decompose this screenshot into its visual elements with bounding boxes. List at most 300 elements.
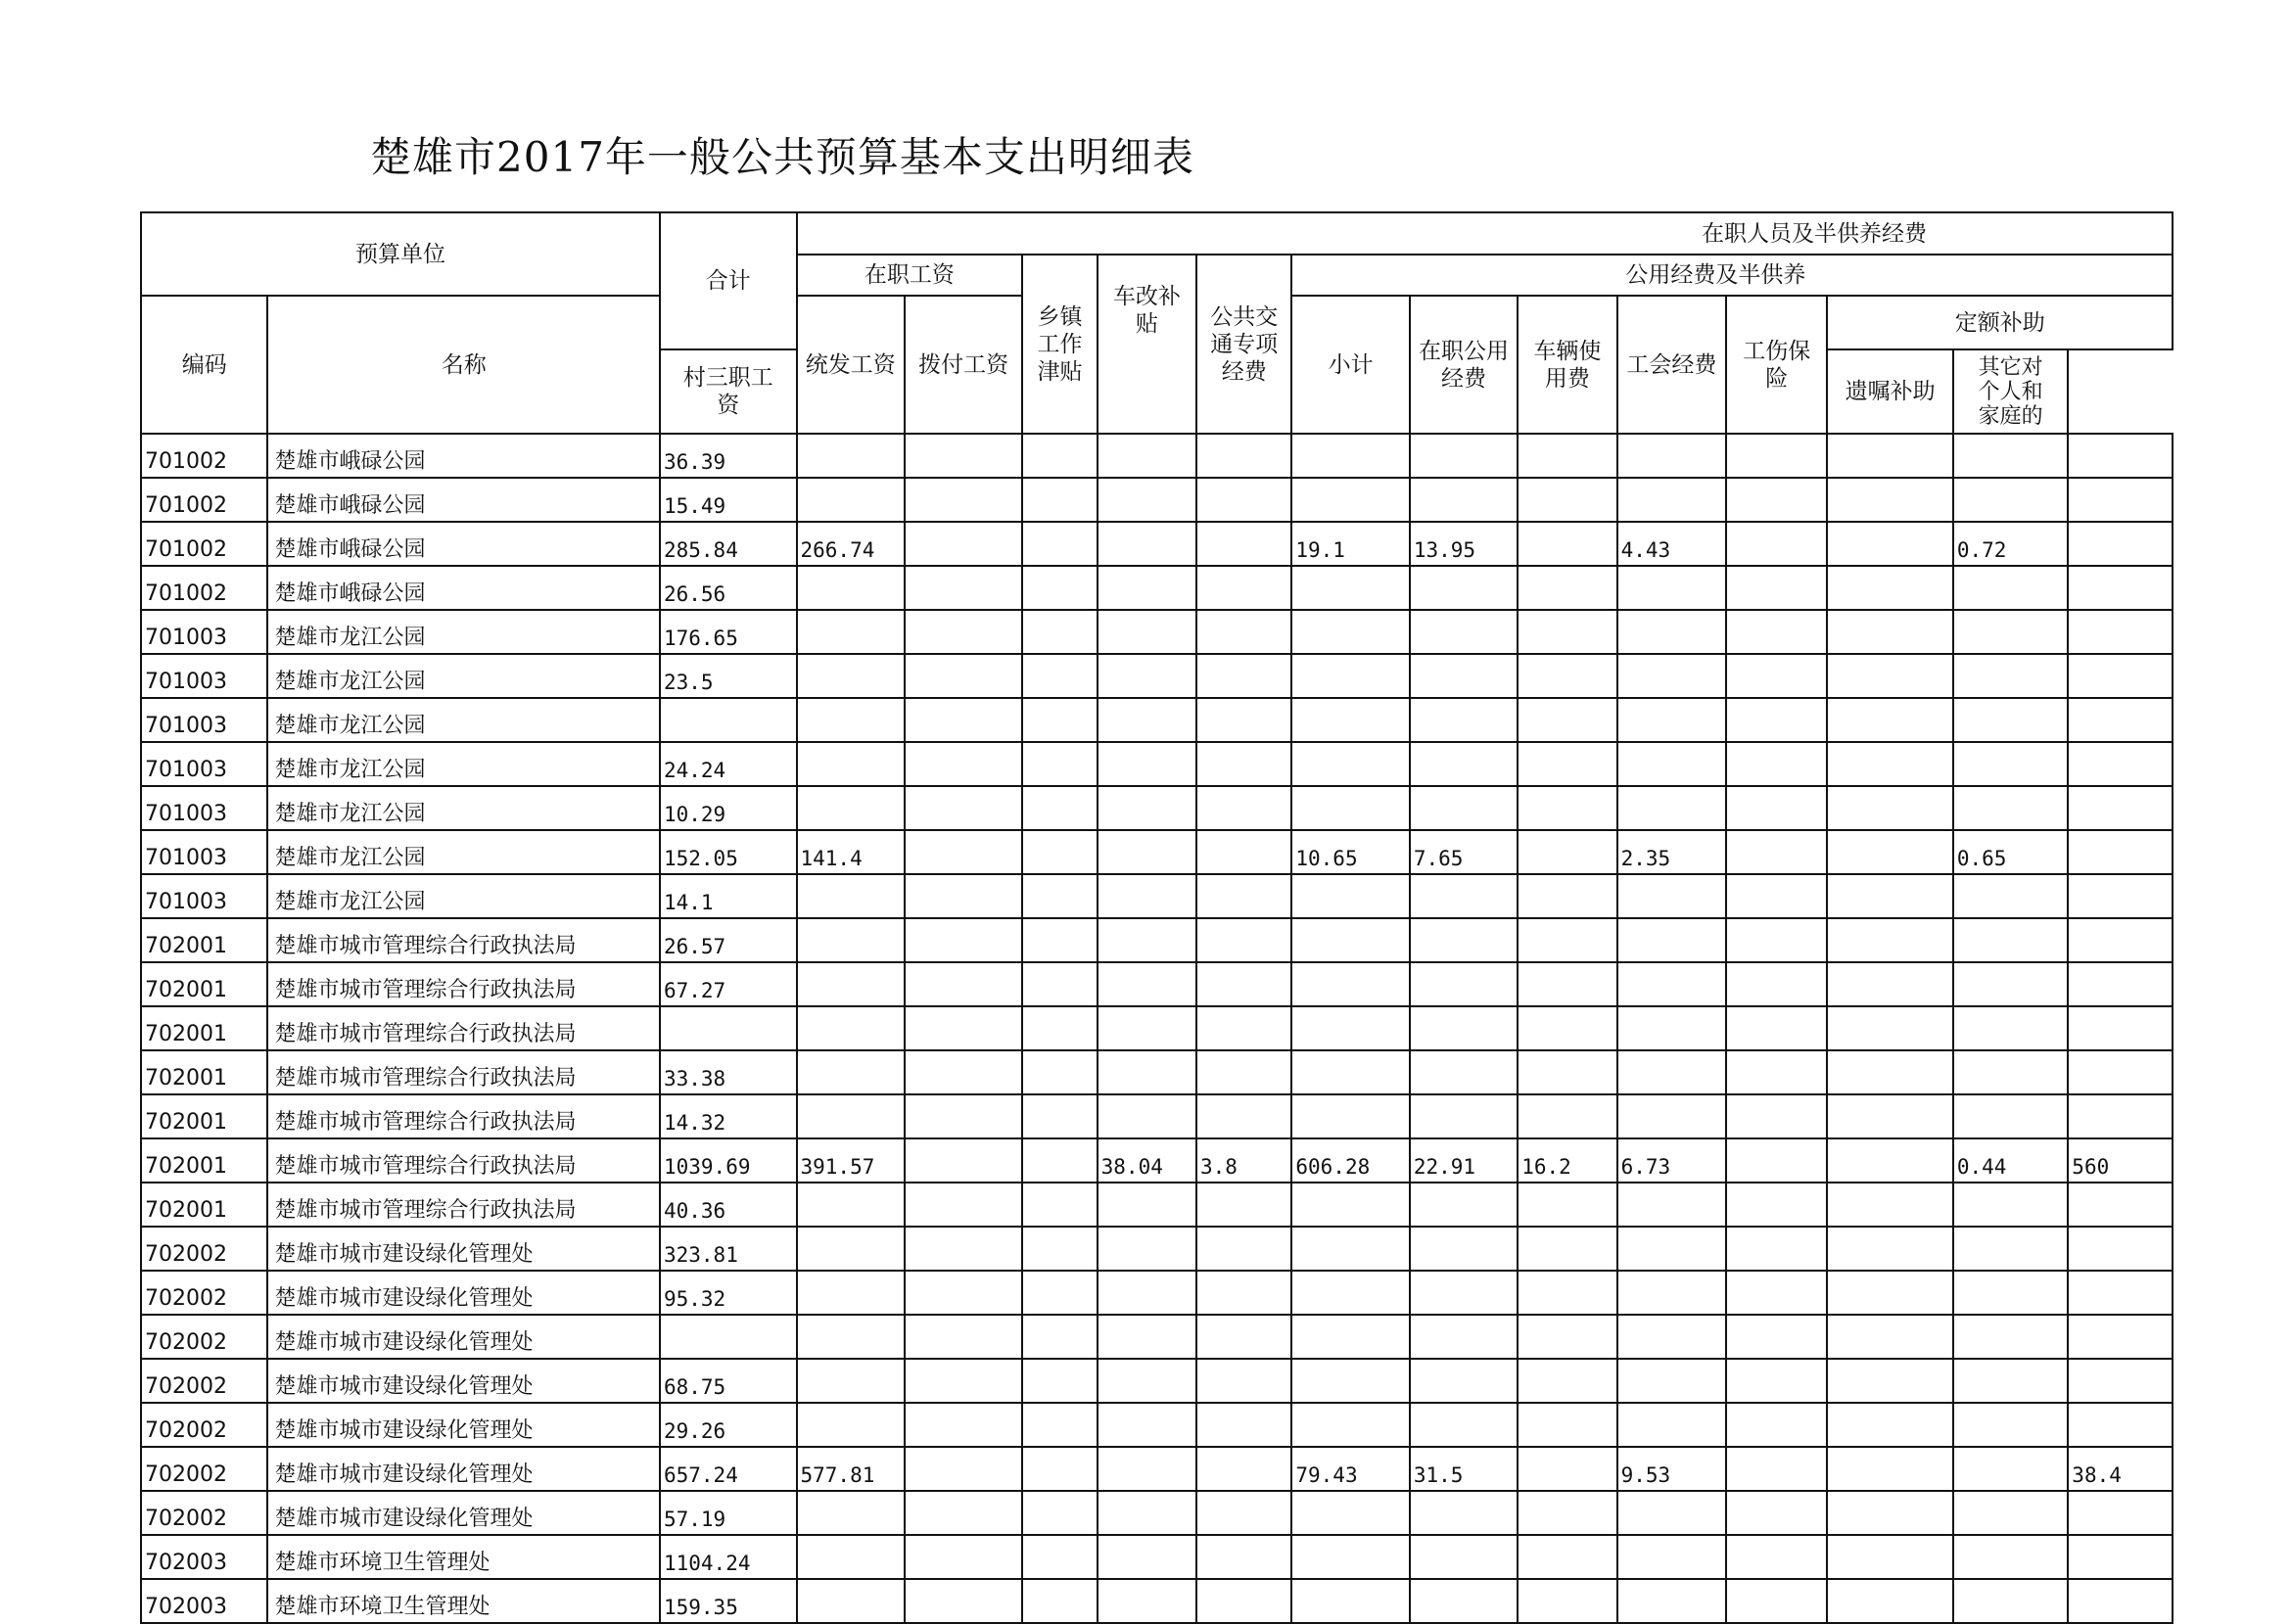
cell-code: 701002 (141, 434, 267, 478)
cell-value (2068, 874, 2173, 918)
cell-value (1518, 566, 1616, 610)
cell-value (1827, 566, 1952, 610)
cell-value (660, 698, 797, 742)
cell-value (797, 698, 905, 742)
table-row (141, 1579, 2173, 1623)
cell-value (1953, 1491, 2068, 1535)
cell-value (1953, 1183, 2068, 1227)
cell-value (1953, 434, 2068, 478)
page-title: 楚雄市2017年一般公共预算基本支出明细表 (370, 133, 1194, 181)
cell-value (2068, 654, 2173, 698)
cell-value: 13.95 (1410, 522, 1518, 566)
cell-value (905, 610, 1022, 654)
cell-value (797, 1359, 905, 1403)
cell-value (1022, 1579, 1097, 1623)
cell-value (1410, 1006, 1518, 1050)
cell-value (1726, 1491, 1827, 1535)
table-row (141, 874, 2173, 918)
cell-value (1726, 830, 1827, 874)
cell-value (905, 742, 1022, 786)
cell-value (1953, 742, 2068, 786)
cell-value (1518, 1579, 1616, 1623)
cell-value (1518, 1535, 1616, 1579)
cell-value: 176.65 (660, 610, 797, 654)
cell-value (1518, 1447, 1616, 1491)
cell-value (1291, 1491, 1409, 1535)
cell-value (1291, 1227, 1409, 1271)
cell-value (1291, 1579, 1409, 1623)
cell-value (1827, 698, 1952, 742)
table-row (141, 1315, 2173, 1359)
cell-name: 楚雄市龙江公园 (267, 830, 660, 874)
cell-value (797, 1094, 905, 1138)
cell-value (905, 1094, 1022, 1138)
cell-value: 657.24 (660, 1447, 797, 1491)
cell-value (1291, 1403, 1409, 1447)
cell-value (1196, 1403, 1291, 1447)
cell-value: 19.1 (1291, 522, 1409, 566)
cell-value (797, 962, 905, 1006)
cell-value (797, 1271, 905, 1315)
cell-value (1617, 1359, 1726, 1403)
cell-value (1726, 1138, 1827, 1183)
cell-value (1726, 434, 1827, 478)
cell-value (1410, 610, 1518, 654)
header-staff-and-semi-support: 在职人员及半供养经费 (797, 212, 2173, 255)
cell-value (1196, 654, 1291, 698)
cell-value (1410, 1535, 1518, 1579)
header-allocated-salary: 拨付工资 (905, 296, 1022, 434)
header-vehicle-expense: 车辆使用费 (1518, 296, 1616, 434)
cell-code: 702001 (141, 1183, 267, 1227)
cell-value (1098, 1050, 1196, 1094)
cell-value (1022, 434, 1097, 478)
header-village-cadre-salary: 村三职工资 (660, 349, 797, 434)
cell-value (797, 1403, 905, 1447)
table-row (141, 1183, 2173, 1227)
cell-value (1953, 698, 2068, 742)
cell-value (1022, 654, 1097, 698)
cell-value (1726, 698, 1827, 742)
table-row (141, 698, 2173, 742)
cell-value (1827, 1006, 1952, 1050)
cell-value (1827, 962, 1952, 1006)
cell-code: 701003 (141, 742, 267, 786)
cell-value (1098, 654, 1196, 698)
cell-name: 楚雄市龙江公园 (267, 874, 660, 918)
cell-code: 702001 (141, 918, 267, 962)
cell-value (1827, 1094, 1952, 1138)
cell-name: 楚雄市城市建设绿化管理处 (267, 1491, 660, 1535)
cell-value: 0.72 (1953, 522, 2068, 566)
cell-value (1617, 918, 1726, 962)
cell-value (1518, 1094, 1616, 1138)
cell-value (1196, 918, 1291, 962)
cell-value (905, 1315, 1022, 1359)
cell-value (905, 1006, 1022, 1050)
header-public-expense-semi: 公用经费及半供养 (1291, 255, 2173, 296)
cell-value (1827, 830, 1952, 874)
cell-value (1022, 830, 1097, 874)
cell-value (797, 1491, 905, 1535)
cell-value (797, 1535, 905, 1579)
cell-value (1953, 1006, 2068, 1050)
header-quota-subsidy: 定额补助 (1827, 296, 2173, 349)
cell-value: 0.65 (1953, 830, 2068, 874)
cell-value (905, 434, 1022, 478)
cell-name: 楚雄市龙江公园 (267, 698, 660, 742)
header-name: 名称 (267, 296, 660, 434)
cell-name: 楚雄市城市管理综合行政执法局 (267, 1050, 660, 1094)
cell-value (660, 1006, 797, 1050)
cell-value (1953, 962, 2068, 1006)
cell-value (1518, 698, 1616, 742)
cell-value (905, 1183, 1022, 1227)
cell-value (1291, 566, 1409, 610)
cell-value (1291, 654, 1409, 698)
cell-code: 702002 (141, 1403, 267, 1447)
cell-value (1953, 1403, 2068, 1447)
cell-value (1518, 522, 1616, 566)
cell-value (905, 918, 1022, 962)
cell-value (1827, 1271, 1952, 1315)
cell-value (1098, 962, 1196, 1006)
cell-name: 楚雄市环境卫生管理处 (267, 1535, 660, 1579)
cell-value (1022, 786, 1097, 830)
header-injury-insurance: 工伤保险 (1726, 296, 1827, 434)
cell-value (1827, 1315, 1952, 1359)
cell-value (1196, 522, 1291, 566)
cell-value (1827, 1183, 1952, 1227)
cell-value (1022, 1183, 1097, 1227)
header-staff-public-expense: 在职公用经费 (1410, 296, 1518, 434)
cell-value (1098, 566, 1196, 610)
cell-code: 701003 (141, 654, 267, 698)
cell-value: 606.28 (1291, 1138, 1409, 1183)
cell-value (1518, 1227, 1616, 1271)
cell-value (2068, 830, 2173, 874)
cell-value: 560 (2068, 1138, 2173, 1183)
cell-value (1022, 1535, 1097, 1579)
cell-value (797, 918, 905, 962)
cell-value (1098, 1579, 1196, 1623)
cell-value: 14.32 (660, 1094, 797, 1138)
cell-value (1098, 434, 1196, 478)
cell-code: 702001 (141, 1006, 267, 1050)
cell-value: 26.56 (660, 566, 797, 610)
cell-value (1827, 1447, 1952, 1491)
cell-value (797, 786, 905, 830)
cell-value (1953, 786, 2068, 830)
cell-value (1518, 1050, 1616, 1094)
cell-name: 楚雄市环境卫生管理处 (267, 1579, 660, 1623)
cell-value (2068, 742, 2173, 786)
cell-name: 楚雄市城市建设绿化管理处 (267, 1315, 660, 1359)
cell-code: 701003 (141, 698, 267, 742)
cell-value (1410, 1094, 1518, 1138)
cell-code: 701003 (141, 874, 267, 918)
cell-value (1291, 698, 1409, 742)
cell-value (1827, 918, 1952, 962)
cell-value: 391.57 (797, 1138, 905, 1183)
cell-value (1291, 610, 1409, 654)
table-row (141, 1138, 2173, 1183)
cell-value (1726, 1271, 1827, 1315)
cell-name: 楚雄市城市管理综合行政执法局 (267, 962, 660, 1006)
cell-value (1098, 1403, 1196, 1447)
cell-value (1953, 478, 2068, 522)
table-row (141, 1359, 2173, 1403)
cell-value: 38.04 (1098, 1138, 1196, 1183)
cell-value (797, 1183, 905, 1227)
cell-value (797, 610, 905, 654)
cell-code: 702001 (141, 1094, 267, 1138)
cell-name: 楚雄市城市建设绿化管理处 (267, 1227, 660, 1271)
cell-value (905, 874, 1022, 918)
cell-value (905, 566, 1022, 610)
cell-value (1098, 742, 1196, 786)
cell-value: 23.5 (660, 654, 797, 698)
cell-value (797, 874, 905, 918)
cell-value (1827, 1579, 1952, 1623)
header-staff-salary: 在职工资 (797, 255, 1023, 296)
table-row (141, 742, 2173, 786)
cell-value (1196, 1271, 1291, 1315)
cell-value (1291, 874, 1409, 918)
cell-value (797, 742, 905, 786)
cell-value (1726, 478, 1827, 522)
cell-value: 266.74 (797, 522, 905, 566)
cell-value (905, 522, 1022, 566)
cell-value (1196, 434, 1291, 478)
cell-name: 楚雄市城市建设绿化管理处 (267, 1271, 660, 1315)
cell-value (1617, 698, 1726, 742)
cell-value (1726, 742, 1827, 786)
cell-value (1617, 1315, 1726, 1359)
cell-value (1726, 522, 1827, 566)
cell-value (1617, 786, 1726, 830)
cell-value: 1039.69 (660, 1138, 797, 1183)
cell-value (1022, 1271, 1097, 1315)
table-row (141, 1050, 2173, 1094)
cell-value (1726, 874, 1827, 918)
cell-value (1827, 1050, 1952, 1094)
cell-value: 3.8 (1196, 1138, 1291, 1183)
cell-value (1022, 566, 1097, 610)
cell-value (1617, 1579, 1726, 1623)
cell-value: 79.43 (1291, 1447, 1409, 1491)
cell-value (1518, 918, 1616, 962)
cell-value (1953, 918, 2068, 962)
cell-value (1518, 742, 1616, 786)
cell-name: 楚雄市城市管理综合行政执法局 (267, 918, 660, 962)
cell-value: 24.24 (660, 742, 797, 786)
cell-value (1827, 478, 1952, 522)
cell-value (1617, 654, 1726, 698)
cell-value: 9.53 (1617, 1447, 1726, 1491)
cell-value (1726, 1579, 1827, 1623)
cell-value (1022, 1006, 1097, 1050)
cell-value (1827, 1138, 1952, 1183)
cell-value (2068, 918, 2173, 962)
cell-value (1196, 1491, 1291, 1535)
cell-value (2068, 962, 2173, 1006)
cell-value: 31.5 (1410, 1447, 1518, 1491)
cell-value: 36.39 (660, 434, 797, 478)
cell-value (1953, 1579, 2068, 1623)
cell-value (1098, 1006, 1196, 1050)
cell-code: 701002 (141, 478, 267, 522)
cell-code: 702003 (141, 1535, 267, 1579)
cell-value (1617, 1227, 1726, 1271)
cell-value (1518, 478, 1616, 522)
cell-value (1953, 1359, 2068, 1403)
cell-value (1726, 1227, 1827, 1271)
cell-value (1196, 962, 1291, 1006)
cell-name: 楚雄市城市建设绿化管理处 (267, 1359, 660, 1403)
cell-value (1518, 1183, 1616, 1227)
table-row (141, 786, 2173, 830)
cell-value: 4.43 (1617, 522, 1726, 566)
cell-value: 40.36 (660, 1183, 797, 1227)
cell-value (1410, 654, 1518, 698)
cell-value (1827, 610, 1952, 654)
table-row (141, 830, 2173, 874)
cell-value (1098, 1094, 1196, 1138)
cell-value (1617, 610, 1726, 654)
cell-value (797, 1050, 905, 1094)
cell-value (1098, 1447, 1196, 1491)
cell-value (1617, 478, 1726, 522)
header-budget-unit: 预算单位 (141, 212, 660, 296)
cell-value (797, 1227, 905, 1271)
cell-value (2068, 1006, 2173, 1050)
header-car-reform-subsidy: 车改补贴 (1098, 255, 1196, 434)
cell-value (1196, 1315, 1291, 1359)
cell-value (2068, 786, 2173, 830)
cell-value (1827, 654, 1952, 698)
cell-value (797, 1006, 905, 1050)
cell-value: 22.91 (1410, 1138, 1518, 1183)
cell-value (1022, 962, 1097, 1006)
table-row (141, 962, 2173, 1006)
cell-value (2068, 1315, 2173, 1359)
cell-value (1196, 1227, 1291, 1271)
cell-value (1291, 1535, 1409, 1579)
cell-value (1726, 1359, 1827, 1403)
cell-value (1022, 610, 1097, 654)
cell-value (1196, 1447, 1291, 1491)
cell-value: 6.73 (1617, 1138, 1726, 1183)
cell-value: 2.35 (1617, 830, 1726, 874)
cell-value (905, 698, 1022, 742)
cell-value (1953, 874, 2068, 918)
table-row (141, 1403, 2173, 1447)
cell-value (797, 478, 905, 522)
cell-value (1410, 1579, 1518, 1623)
table-row (141, 1535, 2173, 1579)
cell-value (2068, 1227, 2173, 1271)
header-other-personal-family: 其它对个人和家庭的 (1953, 349, 2068, 434)
cell-value (1022, 698, 1097, 742)
cell-value (1953, 1227, 2068, 1271)
cell-value (1196, 610, 1291, 654)
cell-code: 702003 (141, 1579, 267, 1623)
cell-value (1617, 566, 1726, 610)
cell-value (1953, 1050, 2068, 1094)
cell-value (905, 1403, 1022, 1447)
cell-value (1410, 478, 1518, 522)
cell-value (1196, 786, 1291, 830)
table-row (141, 478, 2173, 522)
cell-value (2068, 1579, 2173, 1623)
cell-value: 7.65 (1410, 830, 1518, 874)
header-total: 合计 (660, 212, 797, 349)
cell-value (1098, 698, 1196, 742)
cell-value: 29.26 (660, 1403, 797, 1447)
cell-value (1726, 962, 1827, 1006)
cell-value (1953, 1094, 2068, 1138)
cell-code: 702002 (141, 1447, 267, 1491)
cell-value (1410, 1183, 1518, 1227)
cell-value (1410, 918, 1518, 962)
cell-value: 26.57 (660, 918, 797, 962)
cell-value (1291, 434, 1409, 478)
cell-value (1291, 1094, 1409, 1138)
cell-value (1196, 830, 1291, 874)
cell-value (797, 654, 905, 698)
table-row (141, 1491, 2173, 1535)
cell-code: 702001 (141, 962, 267, 1006)
cell-value: 323.81 (660, 1227, 797, 1271)
cell-value (1196, 874, 1291, 918)
cell-value (905, 1050, 1022, 1094)
cell-value (2068, 1094, 2173, 1138)
cell-value (1726, 918, 1827, 962)
cell-value (1617, 1403, 1726, 1447)
cell-value: 38.4 (2068, 1447, 2173, 1491)
cell-value (1022, 522, 1097, 566)
cell-value (1291, 1050, 1409, 1094)
cell-value (1291, 1183, 1409, 1227)
cell-value (1098, 874, 1196, 918)
cell-value (1022, 1447, 1097, 1491)
table-row (141, 1447, 2173, 1491)
cell-name: 楚雄市峨碌公园 (267, 566, 660, 610)
header-township-allowance: 乡镇工作津贴 (1022, 255, 1097, 434)
cell-value (1827, 434, 1952, 478)
cell-value (1518, 1359, 1616, 1403)
cell-value (1518, 1403, 1616, 1447)
cell-value (1410, 874, 1518, 918)
cell-value (1953, 1271, 2068, 1315)
cell-value (1726, 654, 1827, 698)
table-row (141, 434, 2173, 478)
cell-code: 702002 (141, 1491, 267, 1535)
cell-value (2068, 1403, 2173, 1447)
cell-value (1196, 698, 1291, 742)
header-code: 编码 (141, 296, 267, 434)
cell-name: 楚雄市龙江公园 (267, 742, 660, 786)
cell-value (1022, 1227, 1097, 1271)
cell-value (797, 566, 905, 610)
cell-value (1098, 830, 1196, 874)
table-row (141, 1271, 2173, 1315)
cell-value (1827, 522, 1952, 566)
cell-code: 702002 (141, 1227, 267, 1271)
cell-value: 16.2 (1518, 1138, 1616, 1183)
cell-value (1410, 742, 1518, 786)
